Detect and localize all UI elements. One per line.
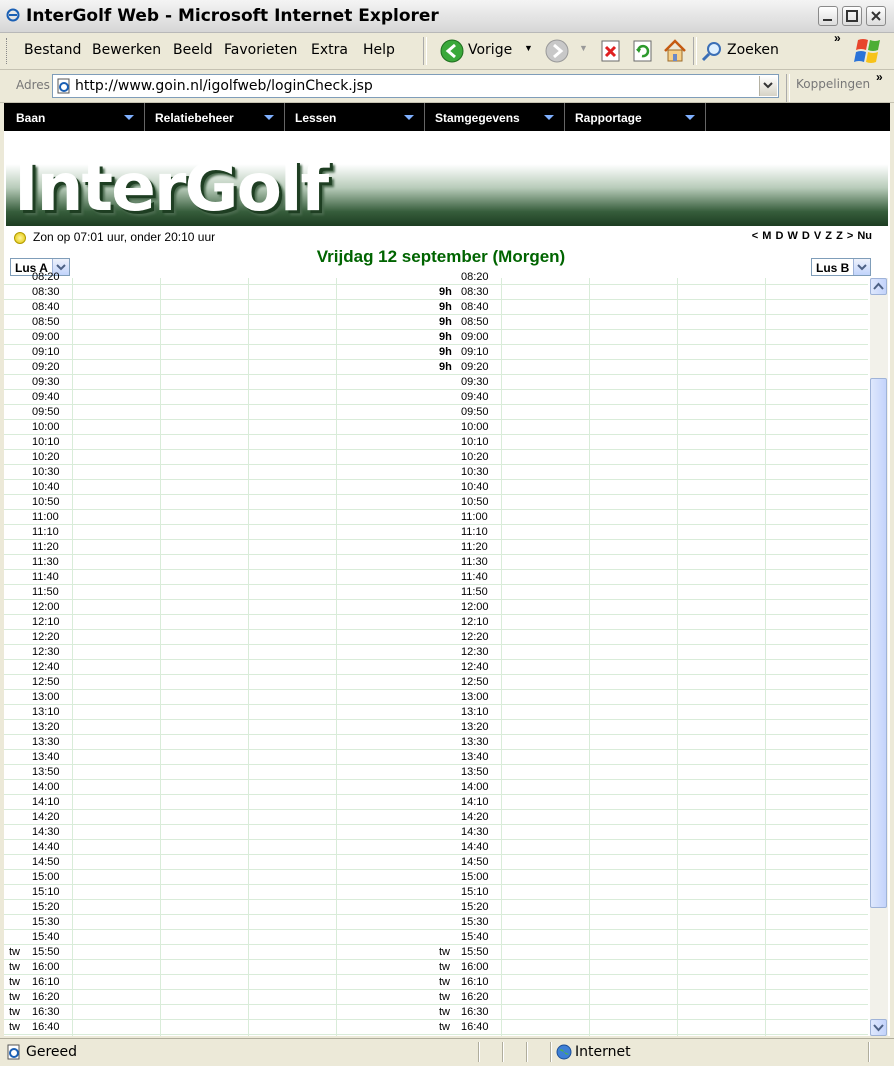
tee-row[interactable] xyxy=(4,960,868,975)
time-b: 16:00 xyxy=(461,961,489,973)
tee-row[interactable] xyxy=(4,420,868,435)
prefix-b: 9h xyxy=(439,316,452,328)
toolbar-separator xyxy=(423,37,427,65)
tee-row[interactable] xyxy=(4,540,868,555)
time-b: 12:30 xyxy=(461,646,489,658)
toolbar-separator xyxy=(693,37,697,65)
menu-bar xyxy=(0,33,894,70)
maximize-icon xyxy=(845,9,859,23)
tee-row[interactable] xyxy=(4,300,868,315)
time-a: 08:50 xyxy=(32,316,60,328)
time-a: 15:20 xyxy=(32,901,60,913)
tee-row[interactable] xyxy=(4,630,868,645)
chevron-down-icon xyxy=(871,1020,886,1035)
time-b: 16:20 xyxy=(461,991,489,1003)
time-a: 15:30 xyxy=(32,916,60,928)
tee-row[interactable] xyxy=(4,915,868,930)
nav-stamgegevens[interactable] xyxy=(425,103,565,131)
nav-label: Relatiebeheer xyxy=(155,111,234,125)
time-a: 16:20 xyxy=(32,991,60,1003)
tee-row[interactable] xyxy=(4,705,868,720)
scroll-up-button[interactable] xyxy=(870,278,887,295)
scroll-thumb[interactable] xyxy=(870,378,887,908)
time-b: 12:40 xyxy=(461,661,489,673)
menu-favorieten[interactable]: Favorieten xyxy=(224,42,298,58)
loop-b-value: Lus B xyxy=(816,261,850,275)
time-b: 09:40 xyxy=(461,391,489,403)
search-icon xyxy=(700,39,724,63)
tee-row[interactable] xyxy=(4,810,868,825)
time-a: 09:00 xyxy=(32,331,60,343)
time-b: 08:30 xyxy=(461,286,489,298)
tee-row[interactable] xyxy=(4,405,868,420)
prefix-b: 9h xyxy=(439,331,452,343)
time-a: 14:10 xyxy=(32,796,60,808)
prefix-b: 9h xyxy=(439,301,452,313)
prefix-b: 9h xyxy=(439,361,452,373)
time-b: 11:10 xyxy=(461,526,488,538)
time-b: 11:00 xyxy=(461,511,488,523)
tee-row[interactable] xyxy=(4,375,868,390)
ie-icon xyxy=(6,8,20,22)
back-button[interactable] xyxy=(440,38,536,64)
tee-row[interactable] xyxy=(4,360,868,375)
time-a: 11:50 xyxy=(32,586,59,598)
time-b: 11:20 xyxy=(461,541,488,553)
status-bar xyxy=(0,1038,894,1066)
address-url: http://www.goin.nl/igolfweb/loginCheck.jsp xyxy=(75,78,373,94)
time-b: 16:10 xyxy=(461,976,489,988)
chevron-up-icon xyxy=(871,279,886,294)
time-a: 11:00 xyxy=(32,511,59,523)
scroll-down-button[interactable] xyxy=(870,1019,887,1036)
time-a: 14:20 xyxy=(32,811,60,823)
tee-row[interactable] xyxy=(4,285,868,300)
time-a: 14:30 xyxy=(32,826,60,838)
tee-row[interactable] xyxy=(4,525,868,540)
time-b: 08:40 xyxy=(461,301,489,313)
time-b: 16:40 xyxy=(461,1021,489,1033)
app-nav-bar xyxy=(4,103,890,131)
tee-row[interactable] xyxy=(4,990,868,1005)
security-zone: Internet xyxy=(575,1044,631,1060)
toolbar-grip xyxy=(6,38,10,64)
close-icon xyxy=(869,9,883,23)
prefix-a: tw xyxy=(9,1006,20,1018)
search-label: Zoeken xyxy=(727,42,779,58)
time-b: 12:00 xyxy=(461,601,489,613)
time-a: 13:10 xyxy=(32,706,60,718)
time-a: 08:30 xyxy=(32,286,60,298)
tee-row[interactable] xyxy=(4,780,868,795)
time-b: 12:10 xyxy=(461,616,489,628)
time-a: 10:30 xyxy=(32,466,60,478)
time-b: 10:30 xyxy=(461,466,489,478)
maximize-button[interactable] xyxy=(842,6,862,26)
tee-row[interactable] xyxy=(4,615,868,630)
time-a: 09:50 xyxy=(32,406,60,418)
back-label: Vorige xyxy=(468,42,513,58)
refresh-icon[interactable] xyxy=(632,38,654,64)
tee-row[interactable] xyxy=(4,945,868,960)
tee-row[interactable] xyxy=(4,930,868,945)
tee-row[interactable] xyxy=(4,690,868,705)
tee-row[interactable] xyxy=(4,870,868,885)
back-arrow-icon xyxy=(440,39,464,63)
time-a: 09:20 xyxy=(32,361,60,373)
time-b: 13:30 xyxy=(461,736,489,748)
time-a: 13:20 xyxy=(32,721,60,733)
minimize-button[interactable] xyxy=(818,6,838,26)
time-b: 15:00 xyxy=(461,871,489,883)
time-a: 10:10 xyxy=(32,436,60,448)
time-b: 09:10 xyxy=(461,346,489,358)
tee-row[interactable] xyxy=(4,585,868,600)
loop-a-value: Lus A xyxy=(15,261,48,275)
time-a: 10:40 xyxy=(32,481,60,493)
time-b: 15:20 xyxy=(461,901,489,913)
internet-globe-icon xyxy=(556,1044,572,1060)
tee-row[interactable] xyxy=(4,570,868,585)
address-input[interactable] xyxy=(52,74,779,98)
tee-row[interactable] xyxy=(4,855,868,870)
sun-times: Zon op 07:01 uur, onder 20:10 uur xyxy=(33,230,216,244)
status-divider xyxy=(478,1042,480,1062)
time-a: 08:20 xyxy=(32,271,60,283)
toolbar-separator xyxy=(786,74,790,102)
address-label: Adres xyxy=(16,78,50,92)
time-a: 12:30 xyxy=(32,646,60,658)
time-b: 12:20 xyxy=(461,631,489,643)
tee-row[interactable] xyxy=(4,510,868,525)
time-b: 14:30 xyxy=(461,826,489,838)
dropdown-arrow-icon xyxy=(685,115,695,120)
prefix-b: 9h xyxy=(439,286,452,298)
time-b: 09:30 xyxy=(461,376,489,388)
time-a: 16:10 xyxy=(32,976,60,988)
chevron-down-icon xyxy=(760,76,776,94)
time-a: 15:50 xyxy=(32,946,60,958)
status-divider xyxy=(502,1042,504,1062)
forward-arrow-icon xyxy=(545,39,569,63)
day-navigation[interactable]: < M D W D V Z Z > Nu xyxy=(751,230,872,242)
time-a: 12:40 xyxy=(32,661,60,673)
stop-icon[interactable] xyxy=(600,38,622,64)
tee-row[interactable] xyxy=(4,645,868,660)
time-b: 15:10 xyxy=(461,886,489,898)
time-b: 10:40 xyxy=(461,481,489,493)
time-a: 16:40 xyxy=(32,1021,60,1033)
nav-baan[interactable] xyxy=(6,103,145,131)
address-bar xyxy=(0,70,894,103)
tee-row[interactable] xyxy=(4,435,868,450)
time-b: 08:50 xyxy=(461,316,489,328)
tee-row[interactable] xyxy=(4,465,868,480)
dropdown-arrow-icon xyxy=(544,115,554,120)
tee-row[interactable] xyxy=(4,765,868,780)
tee-row[interactable] xyxy=(4,390,868,405)
time-a: 14:00 xyxy=(32,781,60,793)
time-a: 12:20 xyxy=(32,631,60,643)
status-divider xyxy=(868,1042,870,1062)
nav-label: Stamgegevens xyxy=(435,111,520,125)
time-b: 08:20 xyxy=(461,271,489,283)
time-a: 09:30 xyxy=(32,376,60,388)
time-b: 13:50 xyxy=(461,766,489,778)
time-a: 11:40 xyxy=(32,571,59,583)
time-b: 10:10 xyxy=(461,436,489,448)
tee-row[interactable] xyxy=(4,1020,868,1035)
tee-row[interactable] xyxy=(4,1005,868,1020)
prefix-b: tw xyxy=(439,1021,450,1033)
tee-row[interactable] xyxy=(4,825,868,840)
time-b: 15:30 xyxy=(461,916,489,928)
tee-row[interactable] xyxy=(4,735,868,750)
windows-logo-icon xyxy=(852,36,886,66)
time-a: 13:50 xyxy=(32,766,60,778)
menu-bestand[interactable]: Bestand xyxy=(24,42,82,58)
time-b: 09:20 xyxy=(461,361,489,373)
time-b: 13:10 xyxy=(461,706,489,718)
time-b: 14:20 xyxy=(461,811,489,823)
time-b: 11:50 xyxy=(461,586,488,598)
page-icon xyxy=(56,78,72,94)
tee-row[interactable] xyxy=(4,480,868,495)
time-b: 10:00 xyxy=(461,421,489,433)
time-a: 12:00 xyxy=(32,601,60,613)
time-b: 12:50 xyxy=(461,676,489,688)
time-a: 15:40 xyxy=(32,931,60,943)
time-a: 11:30 xyxy=(32,556,59,568)
tee-time-grid xyxy=(4,271,868,1036)
tee-row[interactable] xyxy=(4,345,868,360)
time-a: 10:20 xyxy=(32,451,60,463)
nav-label: Lessen xyxy=(295,111,337,125)
time-b: 14:40 xyxy=(461,841,489,853)
minimize-icon xyxy=(821,9,835,23)
status-text: Gereed xyxy=(26,1044,78,1060)
vertical-scrollbar[interactable] xyxy=(870,278,888,1036)
time-a: 08:40 xyxy=(32,301,60,313)
prefix-a: tw xyxy=(9,1021,20,1033)
time-b: 14:50 xyxy=(461,856,489,868)
status-divider xyxy=(550,1042,552,1062)
nav-label: Rapportage xyxy=(575,111,642,125)
forward-dropdown-icon: ▼ xyxy=(579,43,588,53)
time-a: 13:00 xyxy=(32,691,60,703)
links-overflow-icon[interactable]: » xyxy=(876,70,883,84)
tee-row[interactable] xyxy=(4,720,868,735)
nav-rapportage[interactable] xyxy=(565,103,706,131)
time-a: 12:50 xyxy=(32,676,60,688)
prefix-a: tw xyxy=(9,991,20,1003)
time-b: 10:50 xyxy=(461,496,489,508)
time-b: 16:30 xyxy=(461,1006,489,1018)
time-a: 11:20 xyxy=(32,541,59,553)
time-b: 09:00 xyxy=(461,331,489,343)
time-b: 13:20 xyxy=(461,721,489,733)
address-dropdown-button[interactable] xyxy=(759,76,777,96)
menu-help[interactable]: Help xyxy=(363,42,395,58)
time-a: 14:50 xyxy=(32,856,60,868)
time-a: 15:00 xyxy=(32,871,60,883)
tee-row-partial xyxy=(4,270,868,285)
dropdown-arrow-icon xyxy=(124,115,134,120)
title-bar xyxy=(0,0,894,33)
prefix-a: tw xyxy=(9,961,20,973)
time-a: 16:00 xyxy=(32,961,60,973)
time-b: 15:50 xyxy=(461,946,489,958)
time-b: 13:00 xyxy=(461,691,489,703)
time-a: 15:10 xyxy=(32,886,60,898)
tee-row[interactable] xyxy=(4,795,868,810)
time-a: 13:30 xyxy=(32,736,60,748)
intergolf-banner xyxy=(6,131,888,226)
time-a: 09:40 xyxy=(32,391,60,403)
tee-row[interactable] xyxy=(4,315,868,330)
time-a: 10:50 xyxy=(32,496,60,508)
prefix-b: tw xyxy=(439,976,450,988)
sun-icon xyxy=(14,232,26,244)
time-a: 13:40 xyxy=(32,751,60,763)
time-a: 10:00 xyxy=(32,421,60,433)
prefix-b: tw xyxy=(439,946,450,958)
day-title: Vrijdag 12 september (Morgen) xyxy=(316,247,566,266)
links-toolbar[interactable]: Koppelingen xyxy=(796,77,871,91)
back-dropdown-icon[interactable]: ▼ xyxy=(524,43,533,53)
menu-beeld[interactable]: Beeld xyxy=(173,42,213,58)
tee-row[interactable] xyxy=(4,330,868,345)
dropdown-arrow-icon xyxy=(404,115,414,120)
tee-row[interactable] xyxy=(4,555,868,570)
nav-relatiebeheer[interactable] xyxy=(145,103,285,131)
dropdown-arrow-icon xyxy=(264,115,274,120)
page-content xyxy=(4,103,890,1036)
prefix-a: tw xyxy=(9,946,20,958)
time-a: 09:10 xyxy=(32,346,60,358)
tee-row[interactable] xyxy=(4,660,868,675)
window-title: InterGolf Web - Microsoft Internet Explorer xyxy=(26,6,439,26)
prefix-b: tw xyxy=(439,961,450,973)
status-divider xyxy=(526,1042,528,1062)
time-b: 13:40 xyxy=(461,751,489,763)
tee-row[interactable] xyxy=(4,675,868,690)
menu-bewerken[interactable]: Bewerken xyxy=(92,42,162,58)
tee-row[interactable] xyxy=(4,840,868,855)
time-a: 12:10 xyxy=(32,616,60,628)
tee-row[interactable] xyxy=(4,600,868,615)
tee-row[interactable] xyxy=(4,450,868,465)
prefix-a: tw xyxy=(9,976,20,988)
tee-row[interactable] xyxy=(4,885,868,900)
time-a: 11:10 xyxy=(32,526,59,538)
time-b: 11:30 xyxy=(461,556,488,568)
tee-row[interactable] xyxy=(4,900,868,915)
close-button[interactable] xyxy=(866,6,886,26)
time-b: 11:40 xyxy=(461,571,488,583)
time-b: 10:20 xyxy=(461,451,489,463)
home-icon[interactable] xyxy=(662,38,688,64)
tee-row[interactable] xyxy=(4,495,868,510)
intergolf-logo: InterGolf xyxy=(14,149,328,226)
time-a: 14:40 xyxy=(32,841,60,853)
page-done-icon xyxy=(6,1044,22,1060)
time-b: 09:50 xyxy=(461,406,489,418)
menu-extra[interactable]: Extra xyxy=(311,42,348,58)
prefix-b: 9h xyxy=(439,346,452,358)
search-button[interactable] xyxy=(700,38,780,64)
tee-row[interactable] xyxy=(4,750,868,765)
forward-button[interactable] xyxy=(545,38,587,64)
prefix-b: tw xyxy=(439,991,450,1003)
time-a: 16:30 xyxy=(32,1006,60,1018)
nav-label: Baan xyxy=(16,111,46,125)
toolbar-overflow-icon[interactable]: » xyxy=(834,31,841,45)
prefix-b: tw xyxy=(439,1006,450,1018)
time-b: 15:40 xyxy=(461,931,489,943)
tee-row[interactable] xyxy=(4,975,868,990)
nav-lessen[interactable] xyxy=(285,103,425,131)
time-b: 14:10 xyxy=(461,796,489,808)
time-b: 14:00 xyxy=(461,781,489,793)
